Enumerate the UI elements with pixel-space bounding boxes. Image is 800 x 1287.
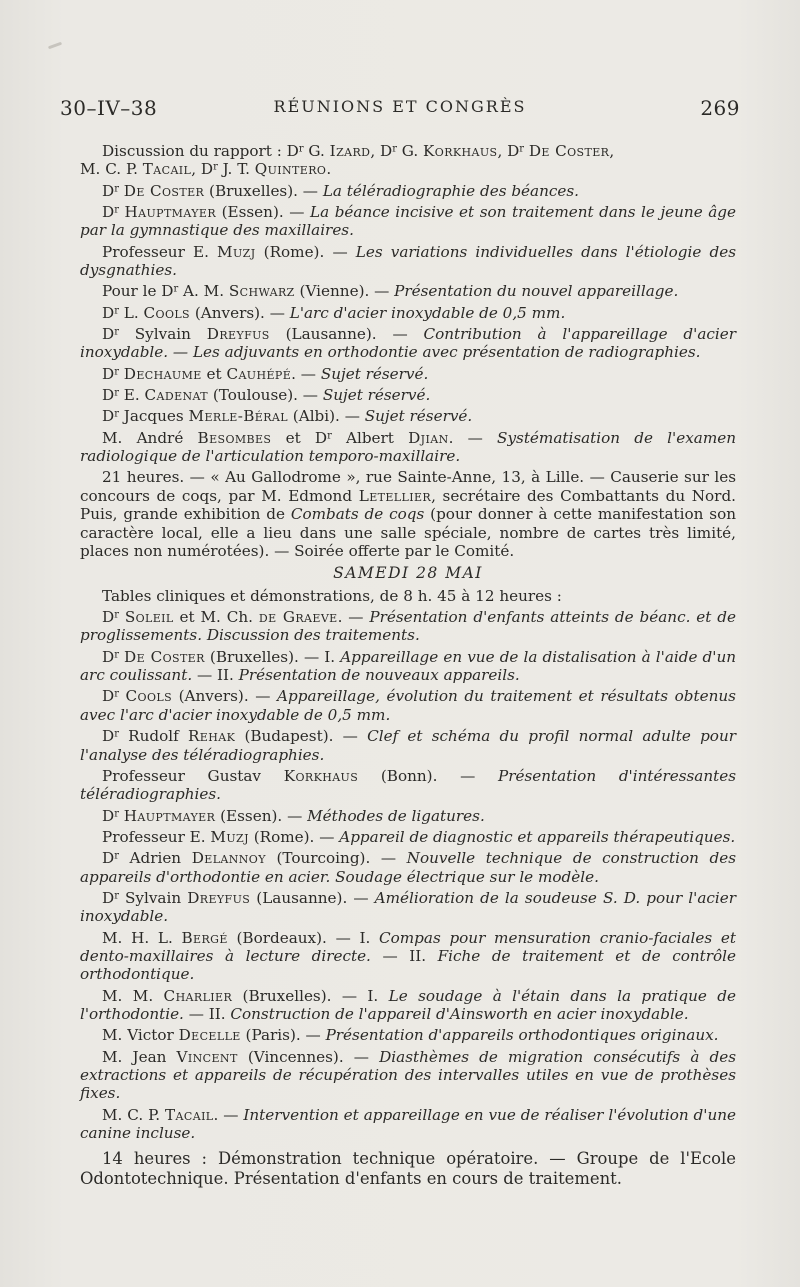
person-name: Hauptmayer [124,203,217,221]
talk-title: Appareillage, évolution du traitement et résultats obtenus avec l'arc d'acier inoxydable de 0,5 mm. [80,687,736,724]
person-name: De Coster [528,142,610,160]
person-name: Tacail [165,1105,214,1124]
text: (Albi). — [287,407,365,426]
talk-title: Présentation d'appareils orthodontiques originaux. [325,1026,719,1045]
paragraph-entry [80,929,736,984]
text: G. [303,142,330,160]
text: D [102,849,115,868]
text: , [609,142,615,160]
text-sup: r [114,326,119,338]
talk-title: Présentation de nouveaux appareils. [238,666,520,685]
page-body [80,142,736,1191]
paragraph-discussion [80,142,736,179]
talk-title: L'arc d'acier inoxydable de 0,5 mm. [289,303,566,322]
text: , D [497,142,520,160]
text: D [102,687,115,706]
paragraph-entry [80,767,736,804]
text: Rudolf [118,727,188,746]
talk-title: Intervention et appareillage en vue de réaliser l'évolution d'une canine incluse. [80,1105,736,1143]
event-title: Combats de coqs [290,505,425,524]
text-sup: r [213,161,218,173]
text: . — [213,1105,244,1124]
text-sup: r [114,387,119,399]
paragraph-entry [80,987,736,1024]
paragraph-entry [80,407,736,425]
text: . — [448,428,498,447]
text: M. Jean [102,1047,177,1066]
talk-title: Nouvelle technique de construction des appareils d'orthodontie en acier. Soudage électrique sur le modèle. [80,849,737,886]
talk-title: Diasthèmes de migration consécutifs à des extractions et appareils de récupération des intervalles utiles en vue de prothèses fixes. [80,1047,737,1103]
paragraph-intro [80,587,736,605]
text: D [102,806,115,825]
paragraph-entry [80,243,736,280]
talk-title: Les variations individuelles dans l'étiologie des dysgnathies. [80,242,737,280]
talk-title: Construction de l'appareil d'Ainsworth en acier inoxydable. [230,1005,689,1024]
person-name: Cauhépé [226,364,292,383]
text: D [102,181,115,200]
person-name: Izard [329,142,371,160]
person-name: Schwarz [228,282,295,301]
text: . — [337,608,370,627]
person-name: Soleil [124,608,174,627]
text: (Lausanne). — [269,325,424,343]
text: Pour le D [102,282,174,301]
person-name: Besombes [197,428,272,447]
talk-title: Sujet réservé. [320,364,429,383]
talk-title: Amélioration de la soudeuse S. D. pour l'acier inoxydable. [80,888,736,926]
person-name: Djian [408,428,449,447]
text: — II. [370,946,438,965]
paragraph-entry [80,608,736,645]
paragraph-entry [80,182,736,200]
text: D [102,888,115,907]
text: , D [191,160,214,179]
text: — II. [192,666,239,685]
person-name: Muzj [217,242,256,261]
person-name: Tacail [142,160,192,179]
text: D [102,203,115,221]
text: (Budapest). — [235,727,368,746]
paragraph-entry [80,365,736,383]
paragraph-entry [80,889,736,926]
text: G. [396,142,424,160]
person-name: Cadenat [144,386,209,404]
talk-title: Clef et schéma du profil normal adulte pour l'analyse des téléradiographies. [80,727,736,764]
talk-title: Appareil de diagnostic et appareils thérapeutiques. [339,827,736,846]
text-sup: r [114,689,119,700]
person-name: de Graeve [258,608,338,627]
talk-title: La béance incisive et son traitement dans le jeune âge par la gymnastique des maxillaires. [80,203,737,240]
text: et [201,364,227,383]
paragraph-evening [80,468,736,560]
paragraph-afternoon [80,1149,736,1189]
text-sup: r [519,143,525,155]
text: 21 heures. — « Au Gallodrome », rue Sainte-Anne, 13, à Lille. — Causerie sur les concours de coqs, par M. Edmond [80,468,736,505]
header-title: RÉUNIONS ET CONGRÈS [273,97,527,116]
text-sup: r [298,143,304,155]
text-sup: r [114,808,119,820]
person-name: Muzj [210,827,249,846]
text: (Essen). — [216,203,310,221]
text: D [102,364,115,383]
person-name: Korkhaus [283,766,359,785]
paragraph-entry [80,386,736,404]
text: M. C. P. [102,1105,166,1124]
page-smudge [48,42,62,50]
talk-title: Appareillage en vue de la distalisation à l'aide d'un arc coulissant. [80,647,737,685]
text-sup: r [173,283,179,295]
text: D [102,303,115,322]
text: . [326,160,332,179]
person-name: Dreyfus [187,888,251,907]
text: Tables cliniques et démonstrations, de 8 h. 45 à 12 heures : [102,586,562,605]
person-name: Merle-Béral [188,407,288,426]
text-sup: r [114,609,119,621]
talk-title: Présentation du nouvel appareillage. [394,282,679,301]
person-name: Vincent [176,1047,238,1066]
paragraph-entry [80,1026,736,1044]
paragraph-entry [80,325,736,362]
paragraph-entry [80,807,736,825]
text: (Tourcoing). — [265,849,407,868]
text: , D [370,142,393,160]
text: (Bruxelles). — I. [232,986,389,1005]
text: L. [118,303,144,322]
paragraph-entry [80,828,736,846]
person-name: Charlier [163,986,233,1005]
text: D [102,407,115,426]
talk-title: Sujet réservé. [364,407,473,426]
paragraph-entry [80,727,736,764]
text: (Paris). — [240,1026,326,1045]
person-name: Quintero [254,160,327,179]
text: . — [291,364,321,383]
text: E. [118,386,145,404]
header-date: 30–IV–38 [60,96,158,120]
text: , secrétaire des Combattants du Nord. Puis, grande exhibition de [80,486,736,524]
text-sup: r [114,728,119,740]
person-name: Letellier [358,486,432,505]
paragraph-entry [80,282,736,300]
section-heading: SAMEDI 28 MAI [333,564,483,583]
text-sup: r [114,204,119,216]
paragraph-entry [80,304,736,322]
text-sup: r [114,408,119,420]
talk-title: Compas pour mensuration cranio-faciales et dento-maxillaires à lecture directe. [80,928,736,965]
talk-title: Présentation d'enfants atteints de béanc. et de proglissements. Discussion des traitements. [80,608,736,645]
talk-title: La téléradiographie des béances. [322,181,579,200]
paragraph-entry [80,203,736,240]
text: Albert [331,428,409,447]
talk-title: Méthodes de ligatures. [307,806,485,825]
paragraph-entry [80,1048,736,1103]
text-sup: r [114,649,119,661]
person-name: Cools [125,687,173,706]
page-number: 269 [700,96,740,120]
text: (Rome). — [255,242,356,261]
text-sup: r [327,430,332,442]
text: M. André [102,428,198,447]
text-sup: r [114,850,119,862]
text-sup: r [392,143,397,155]
talk-title: Le soudage à l'étain dans la pratique de l'orthodontie. [80,986,736,1024]
person-name: De Coster [124,647,205,666]
text: Adrien [118,849,192,868]
text: M. C. P. [80,160,143,179]
text: (pour donner à cette manifestation son caractère local, elle a lieu dans une salle spéciale, nombre de cartes très limité, places non numérotées). — Soirée offerte par le Comité. [80,505,737,560]
text: J. T. [217,160,255,179]
person-name: Dreyfus [206,325,270,343]
text: (Vienne). — [294,282,395,301]
person-name: De Coster [123,181,205,200]
person-name: Bergé [181,928,228,947]
text: (Bruxelles). — I. [204,647,341,666]
paragraph-entry [80,1106,736,1143]
text: et D [271,428,328,447]
text [119,687,126,705]
text: D [102,325,115,343]
person-name: Hauptmayer [123,806,216,825]
text: D [102,386,115,404]
text: (Lausanne). — [250,888,375,907]
text: Professeur E. [102,242,218,261]
person-name: Decelle [178,1026,241,1045]
talk-title: Fiche de traitement et de contrôle orthodontique. [80,946,736,984]
person-name: Cools [143,303,190,322]
paragraph-entry [80,849,736,886]
text: 14 heures : Démonstration technique opératoire. — Groupe de l'Ecole Odontotechnique. Présentation d'enfants en cours de traitement. [80,1148,736,1188]
text: M. M. [102,986,164,1005]
paragraph-entry [80,648,736,685]
text: (Essen). — [215,806,308,825]
person-name: Dechaume [123,364,202,383]
text: (Anvers). — [190,303,290,322]
text: (Toulouse). — [208,386,323,404]
text: Professeur Gustav [102,766,284,785]
text: A. M. [178,282,229,301]
running-header [60,96,740,126]
text-sup: r [114,366,119,378]
text: (Bruxelles). — [204,181,323,200]
text: D [102,727,115,746]
text: M. Victor [102,1026,179,1045]
talk-title: Contribution à l'appareillage d'acier inoxydable. — Les adjuvants en orthodontie avec présentation de radiographies. [80,325,736,362]
person-name: Korkhaus [423,142,498,160]
text: D [102,647,115,666]
text: Professeur E. [102,827,211,846]
text: (Rome). — [248,827,340,846]
text: Jacques [118,407,189,426]
text: et M. Ch. [173,608,259,627]
text: — II. [183,1005,231,1024]
text-sup: r [114,183,119,195]
person-name: Rehak [187,727,236,746]
text-sup: r [114,890,119,902]
paragraph-entry [80,429,736,466]
text: Sylvain [118,888,188,907]
person-name: Delannoy [191,849,266,868]
text: Sylvain [118,325,207,343]
text-sup: r [114,305,119,317]
text: M. H. L. [102,928,182,947]
text: D [102,608,115,627]
paragraph-entry [80,687,736,724]
talk-title: Présentation d'intéressantes téléradiographies. [80,766,737,804]
talk-title: Sujet réservé. [322,386,431,404]
talk-title: Systématisation de l'examen radiologique de l'articulation temporo-maxillaire. [80,428,736,465]
text: (Anvers). — [172,687,278,706]
text: (Bordeaux). — I. [227,928,379,947]
text: (Vincennes). — [237,1047,380,1066]
text: Discussion du rapport : D [102,142,299,160]
text: (Bonn). — [358,766,499,785]
